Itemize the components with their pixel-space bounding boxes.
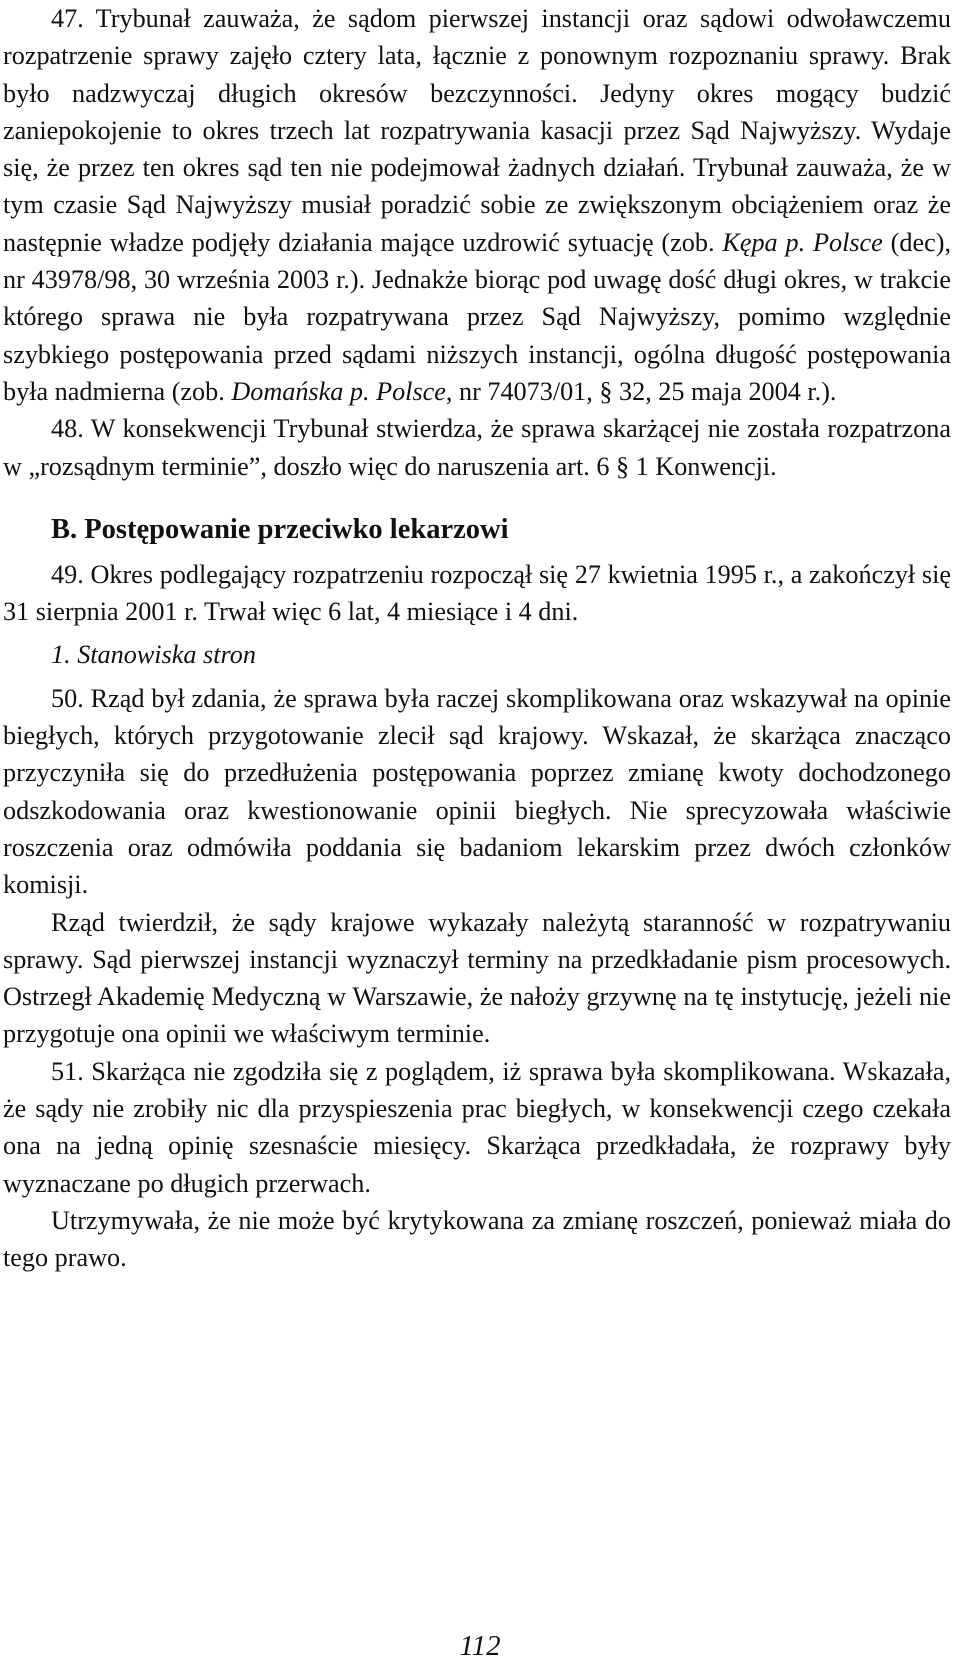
paragraph-50: 50. Rząd był zdania, że sprawa była raczej skomplikowana oraz wskazywał na opinie biegłych, których przygotowanie zlecił sąd krajowy. Wskazał, że skarżąca znacząco przyczyniła się do przedłużenia postępowania poprzez zmianę kwoty dochodzonego odszkodowania oraz kwestionowanie opinii biegłych. Nie sprecyzowała właściwie roszczenia oraz odmówiła poddania się badaniom lekarskim przez dwóch członków komisji. bbox=[3, 683, 951, 900]
paragraph-49: 49. Okres podlegający rozpatrzeniu rozpoczął się 27 kwietnia 1995 r., a zakończył się 31 sierpnia 2001 r. Trwał więc 6 lat, 4 miesiące i 4 dni. bbox=[3, 559, 951, 627]
paragraph-51: 51. Skarżąca nie zgodziła się z poglądem, iż sprawa była skomplikowana. Wskazała, że sądy nie zrobiły nic dla przyspieszenia prac biegłych, w konsekwencji czego czekała ona na jedną opinię szesnaście miesięcy. Skarżąca przedkładała, że rozprawy były wyznaczane po długich przerwach. bbox=[3, 1056, 951, 1198]
paragraph-47 bbox=[3, 0, 951, 410]
paragraph-51-continued: Utrzymywała, że nie może być krytykowana za zmianę roszczeń, ponieważ miała do tego prawo. bbox=[3, 1205, 951, 1273]
page-number: 112 bbox=[459, 1630, 501, 1662]
paragraph-47-mid: (dec), nr 43978/98, 30 września 2003 r.). Jednakże biorąc pod uwagę dość długi okres, w trakcie którego sprawa nie była rozpatrywana przez Sąd Najwyższy, pomimo względnie szybkiego postępowania przed sądami niższych instancji, ogólna długość postępowania była nadmierna (zob. bbox=[3, 227, 951, 406]
body-text bbox=[3, 0, 951, 1277]
paragraph-47-text: 47. Trybunał zauważa, że sądom pierwszej instancji oraz sądowi odwoławczemu rozpatrzenie sprawy zajęło cztery lata, łącznie z ponownym rozpoznaniu sprawy. Brak było nadzwyczaj długich okresów bezczynności. Jedyny okres mogący budzić zaniepokojenie to okres trzech lat rozpatrywania kasacji przez Sąd Najwyższy. Wydaje się, że przez ten okres sąd ten nie podejmował żadnych działań. Trybunał zauważa, że w tym czasie Sąd Najwyższy musiał poradzić sobie ze zwiększonym obciążeniem oraz że następnie władze podjęły działania mające uzdrowić sytuację (zob. bbox=[3, 4, 951, 257]
section-heading-b: B. Postępowanie przeciwko lekarzowi bbox=[51, 513, 509, 545]
paragraph-47-end: , nr 74073/01, § 32, 25 maja 2004 r.). bbox=[445, 376, 837, 406]
paragraph-48: 48. W konsekwencji Trybunał stwierdza, że sprawa skarżącej nie została rozpatrzona w „rozsądnym terminie”, doszło więc do naruszenia art. 6 § 1 Konwencji. bbox=[3, 414, 951, 481]
case-name-kepa: Kępa p. Polsce bbox=[722, 227, 883, 257]
subsection-heading-1: 1. Stanowiska stron bbox=[51, 640, 256, 670]
paragraph-50-continued: Rząd twierdził, że sądy krajowe wykazały należytą staranność w rozpatrywaniu sprawy. Sąd pierwszej instancji wyznaczył terminy na przedkładanie pism procesowych. Ostrzegł Akademię Medyczną w Warszawie, że nałoży grzywnę na tę instytucję, jeżeli nie przygotuje ona opinii we właściwym terminie. bbox=[3, 907, 951, 1049]
case-name-domanska: Domańska p. Polsce bbox=[231, 376, 446, 406]
